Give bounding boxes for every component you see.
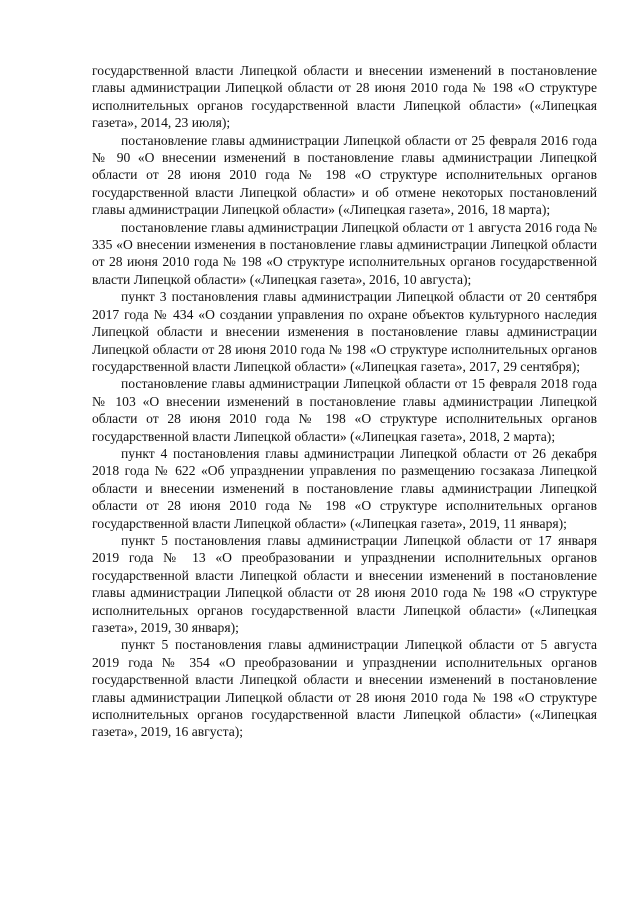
document-page	[92, 62, 597, 741]
paragraph-item: постановление главы администрации Липецкой области от 25 февраля 2016 года № 90 «О внесении изменений в постановление главы администрации Липецкой области от 28 июня 2010 года № 198 «О структуре исполнительных органов государственной власти Липецкой области» и об отмене некоторых постановлений главы администрации Липецкой области» («Липецкая газета», 2016, 18 марта);	[92, 132, 597, 218]
paragraph-item: пункт 5 постановления главы администрации Липецкой области от 17 января 2019 года № 13 «О преобразовании и упразднении исполнительных органов государственной власти Липецкой области и внесении изменений в постановление главы администрации Липецкой области от 28 июня 2010 года № 198 «О структуре исполнительных органов государственной власти Липецкой области» («Липецкая газета», 2019, 30 января);	[92, 532, 597, 635]
paragraph-item: постановление главы администрации Липецкой области от 1 августа 2016 года № 335 «О внесении изменения в постановление главы администрации Липецкой области от 28 июня 2010 года № 198 «О структуре исполнительных органов государственной власти Липецкой области» («Липецкая газета», 2016, 10 августа);	[92, 219, 597, 287]
paragraph-item: пункт 3 постановления главы администрации Липецкой области от 20 сентября 2017 года № 434 «О создании управления по охране объектов культурного наследия Липецкой области и внесении изменения в постановление главы администрации Липецкой области от 28 июня 2010 года № 198 «О структуре исполнительных органов государственной власти Липецкой области» («Липецкая газета», 2017, 29 сентября);	[92, 289, 597, 374]
paragraph-item: пункт 5 постановления главы администрации Липецкой области от 5 августа 2019 года № 354 «О преобразовании и упразднении исполнительных органов государственной власти Липецкой области и внесении изменений в постановление главы администрации Липецкой области от 28 июня 2010 года № 198 «О структуре исполнительных органов государственной власти Липецкой области» («Липецкая газета», 2019, 16 августа);	[92, 637, 597, 740]
paragraph-item: постановление главы администрации Липецкой области от 15 февраля 2018 года № 103 «О внесении изменений в постановление главы администрации Липецкой области от 28 июня 2010 года № 198 «О структуре исполнительных органов государственной власти Липецкой области» («Липецкая газета», 2018, 2 марта);	[92, 376, 597, 444]
paragraph-continuation: государственной власти Липецкой области и внесении изменений в постановление главы администрации Липецкой области от 28 июня 2010 года № 198 «О структуре исполнительных органов государственной власти Липецкой области» («Липецкая газета», 2014, 23 июля);	[92, 63, 597, 131]
paragraph-item: пункт 4 постановления главы администрации Липецкой области от 26 декабря 2018 года № 622 «Об упразднении управления по размещению госзаказа Липецкой области и внесении изменений в постановление главы администрации Липецкой области от 28 июня 2010 года № 198 «О структуре исполнительных органов государственной власти Липецкой области» («Липецкая газета», 2019, 11 января);	[92, 445, 597, 531]
